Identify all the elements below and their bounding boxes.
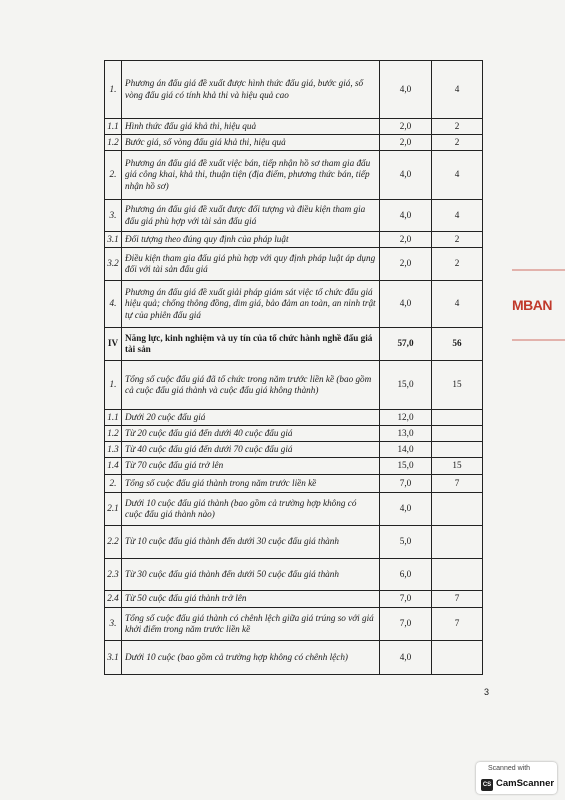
criteria-text: Phương án đấu giá đề xuất việc bán, tiếp nhận hồ sơ tham gia đấu giá công khai, khả thi, thuận tiện (địa điểm, phương thức bán, tiếp nhận hồ sơ) (122, 151, 380, 200)
max-score: 14,0 (380, 442, 432, 458)
row-number: 3.2 (105, 248, 122, 281)
max-score: 4,0 (380, 493, 432, 526)
max-score: 4,0 (380, 641, 432, 675)
row-number: 2.2 (105, 526, 122, 559)
criteria-text: Phương án đấu giá đề xuất giải pháp giám sát việc tổ chức đấu giá hiệu quả; chống thông đồng, dìm giá, bảo đảm an toàn, an ninh trật tự của phiên đấu giá (122, 281, 380, 328)
table-row (105, 442, 483, 458)
row-number: 1.4 (105, 458, 122, 475)
row-number: 2.1 (105, 493, 122, 526)
max-score: 4,0 (380, 151, 432, 200)
max-score: 2,0 (380, 119, 432, 135)
awarded-score (432, 442, 483, 458)
max-score: 12,0 (380, 410, 432, 426)
awarded-score: 4 (432, 200, 483, 232)
table-row (105, 135, 483, 151)
awarded-score: 2 (432, 119, 483, 135)
row-number: 1. (105, 361, 122, 410)
table-row (105, 151, 483, 200)
criteria-text: Phương án đấu giá đề xuất được đối tượng và điều kiện tham gia đấu giá phù hợp với tài sản đấu giá (122, 200, 380, 232)
max-score: 4,0 (380, 61, 432, 119)
table-row (105, 248, 483, 281)
criteria-text: Tổng số cuộc đấu giá đã tổ chức trong năm trước liền kề (bao gồm cả cuộc đấu giá thành và cuộc đấu giá không thành) (122, 361, 380, 410)
criteria-text: Đối tượng theo đúng quy định của pháp luật (122, 232, 380, 248)
max-score: 4,0 (380, 200, 432, 232)
row-number: 2.3 (105, 559, 122, 591)
row-number: 2. (105, 475, 122, 493)
criteria-text: Từ 10 cuộc đấu giá thành đến dưới 30 cuộc đấu giá thành (122, 526, 380, 559)
table-row (105, 410, 483, 426)
table-row (105, 281, 483, 328)
row-number: 3. (105, 608, 122, 641)
camscanner-logo-icon: CS (481, 779, 493, 791)
criteria-table (104, 60, 483, 675)
table-row (105, 458, 483, 475)
max-score: 2,0 (380, 135, 432, 151)
awarded-score: 4 (432, 61, 483, 119)
row-number: 3.1 (105, 232, 122, 248)
awarded-score: 7 (432, 591, 483, 608)
table-row (105, 608, 483, 641)
section-number: IV (105, 328, 122, 361)
awarded-score: 15 (432, 458, 483, 475)
awarded-score: 7 (432, 608, 483, 641)
awarded-score: 4 (432, 151, 483, 200)
table-row (105, 493, 483, 526)
awarded-score (432, 426, 483, 442)
row-number: 3. (105, 200, 122, 232)
criteria-text: Phương án đấu giá đề xuất được hình thức đấu giá, bước giá, số vòng đấu giá có tính khả thi và hiệu quả cao (122, 61, 380, 119)
row-number: 1.3 (105, 442, 122, 458)
seal-main-text: MBAN (512, 297, 552, 313)
row-number: 2. (105, 151, 122, 200)
table-row (105, 426, 483, 442)
criteria-text: Từ 50 cuộc đấu giá thành trở lên (122, 591, 380, 608)
red-seal-stamp (508, 256, 565, 356)
criteria-text: Tổng số cuộc đấu giá thành trong năm trước liền kề (122, 475, 380, 493)
scanner-brand: CamScanner (496, 778, 555, 789)
awarded-score (432, 410, 483, 426)
table-row (105, 559, 483, 591)
scanner-caption: Scanned with (488, 765, 531, 772)
max-score: 4,0 (380, 281, 432, 328)
row-number: 1.1 (105, 410, 122, 426)
table-row (105, 526, 483, 559)
criteria-text: Dưới 20 cuộc đấu giá (122, 410, 380, 426)
max-score: 15,0 (380, 458, 432, 475)
awarded-score (432, 641, 483, 675)
section-row (105, 328, 483, 361)
table-row (105, 475, 483, 493)
awarded-score: 4 (432, 281, 483, 328)
row-number: 1. (105, 61, 122, 119)
awarded-score: 15 (432, 361, 483, 410)
awarded-score (432, 493, 483, 526)
table-row (105, 61, 483, 119)
criteria-text: Tổng số cuộc đấu giá thành có chênh lệch giữa giá trúng so với giá khởi điểm trong năm trước liền kề (122, 608, 380, 641)
table-row (105, 119, 483, 135)
table-row (105, 641, 483, 675)
criteria-text: Từ 70 cuộc đấu giá trở lên (122, 458, 380, 475)
table-row (105, 361, 483, 410)
row-number: 3.1 (105, 641, 122, 675)
section-title: Năng lực, kinh nghiệm và uy tín của tổ chức hành nghề đấu giá tài sản (122, 328, 380, 361)
criteria-text: Từ 20 cuộc đấu giá đến dưới 40 cuộc đấu giá (122, 426, 380, 442)
criteria-text: Từ 40 cuộc đấu giá đến dưới 70 cuộc đấu giá (122, 442, 380, 458)
awarded-score: 7 (432, 475, 483, 493)
row-number: 4. (105, 281, 122, 328)
row-number: 1.2 (105, 426, 122, 442)
max-score: 7,0 (380, 608, 432, 641)
criteria-text: Từ 30 cuộc đấu giá thành đến dưới 50 cuộc đấu giá thành (122, 559, 380, 591)
max-score: 6,0 (380, 559, 432, 591)
max-score: 5,0 (380, 526, 432, 559)
max-score: 13,0 (380, 426, 432, 442)
awarded-score: 2 (432, 248, 483, 281)
criteria-text: Hình thức đấu giá khả thi, hiệu quả (122, 119, 380, 135)
row-number: 1.2 (105, 135, 122, 151)
table-row (105, 200, 483, 232)
max-score: 2,0 (380, 248, 432, 281)
awarded-score (432, 559, 483, 591)
max-score: 57,0 (380, 328, 432, 361)
max-score: 7,0 (380, 591, 432, 608)
awarded-score: 2 (432, 135, 483, 151)
criteria-text: Dưới 10 cuộc đấu giá thành (bao gồm cả trường hợp không có cuộc đấu giá thành nào) (122, 493, 380, 526)
awarded-score: 2 (432, 232, 483, 248)
row-number: 1.1 (105, 119, 122, 135)
max-score: 7,0 (380, 475, 432, 493)
camscanner-badge (476, 762, 557, 794)
criteria-text: Dưới 10 cuộc (bao gồm cả trường hợp không có chênh lệch) (122, 641, 380, 675)
criteria-text: Điều kiện tham gia đấu giá phù hợp với quy định pháp luật áp dụng đối với tài sản đấu giá (122, 248, 380, 281)
row-number: 2.4 (105, 591, 122, 608)
table-row (105, 591, 483, 608)
criteria-text: Bước giá, số vòng đấu giá khả thi, hiệu quả (122, 135, 380, 151)
max-score: 2,0 (380, 232, 432, 248)
table-row (105, 232, 483, 248)
max-score: 15,0 (380, 361, 432, 410)
awarded-score (432, 526, 483, 559)
awarded-score: 56 (432, 328, 483, 361)
page-number: 3 (484, 687, 490, 697)
